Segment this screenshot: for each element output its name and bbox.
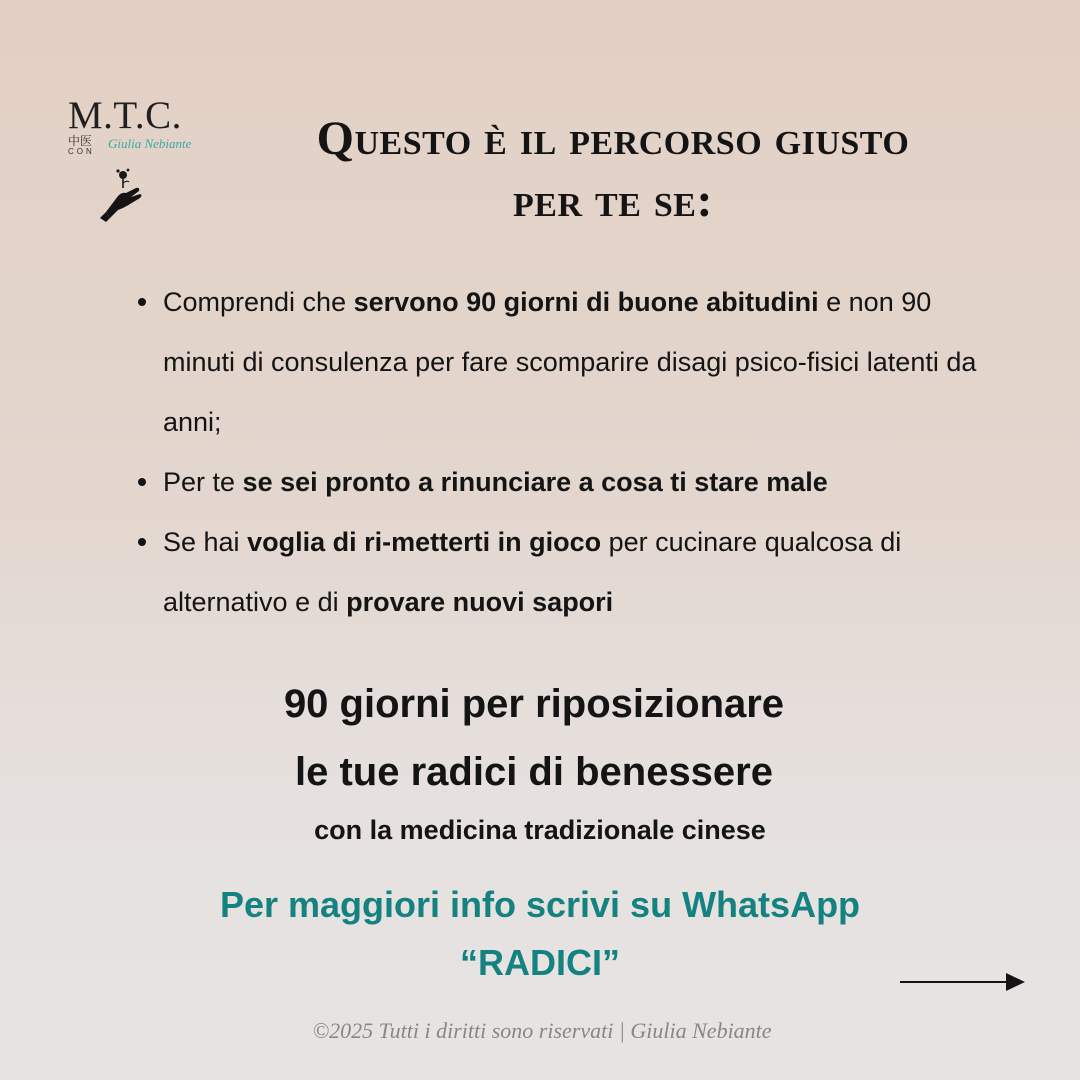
- bullet-text: Comprendi che: [163, 287, 354, 317]
- bullet-text: Se hai: [163, 527, 248, 557]
- bullet-bold-text: provare nuovi sapori: [346, 587, 614, 617]
- copyright-footer: ©2025 Tutti i diritti sono riservati | Giulia Nebiante: [312, 1018, 772, 1043]
- statement-subtitle: con la medicina tradizionale cinese: [314, 815, 766, 845]
- statement-line-2: le tue radici di benessere: [295, 750, 773, 794]
- cta-keyword: “RADICI”: [460, 942, 620, 983]
- heading-line-2: per te se:: [513, 174, 713, 227]
- arrow-right-icon[interactable]: [898, 970, 1028, 994]
- brand-logo: [66, 96, 196, 230]
- list-item: [132, 512, 992, 632]
- bullet-text: per cucinare qualcosa di alternativo e di: [163, 527, 902, 617]
- statement-line-1: 90 giorni per riposizionare: [283, 682, 785, 726]
- logo-subtitle: [68, 132, 198, 156]
- logo-script-name: Giulia Nebiante: [108, 136, 192, 151]
- heading-line-1: Questo è il percorso giusto: [316, 112, 910, 165]
- bullet-text: e non 90 minuti di consulenza per fare scomparire disagi psico-fisici latenti da anni;: [163, 287, 977, 437]
- bullet-bold-text: se sei pronto a rinunciare a cosa ti stare male: [242, 467, 828, 497]
- list-item: [132, 452, 992, 512]
- bullet-text: Per te: [163, 467, 243, 497]
- page-heading: [200, 108, 1026, 232]
- cta-line-1: Per maggiori info scrivi su WhatsApp: [219, 884, 861, 925]
- bullet-bold-text: voglia di ri-metterti in gioco: [247, 527, 602, 557]
- logo-title: M.T.C.: [68, 94, 182, 137]
- criteria-list: [132, 272, 992, 632]
- logo-con-text: CON: [68, 147, 95, 156]
- hand-holding-flower-icon: [96, 166, 148, 224]
- logo-chinese-text: 中医: [68, 134, 93, 148]
- list-item: [132, 272, 992, 452]
- bullet-bold-text: servono 90 giorni di buone abitudini: [353, 287, 819, 317]
